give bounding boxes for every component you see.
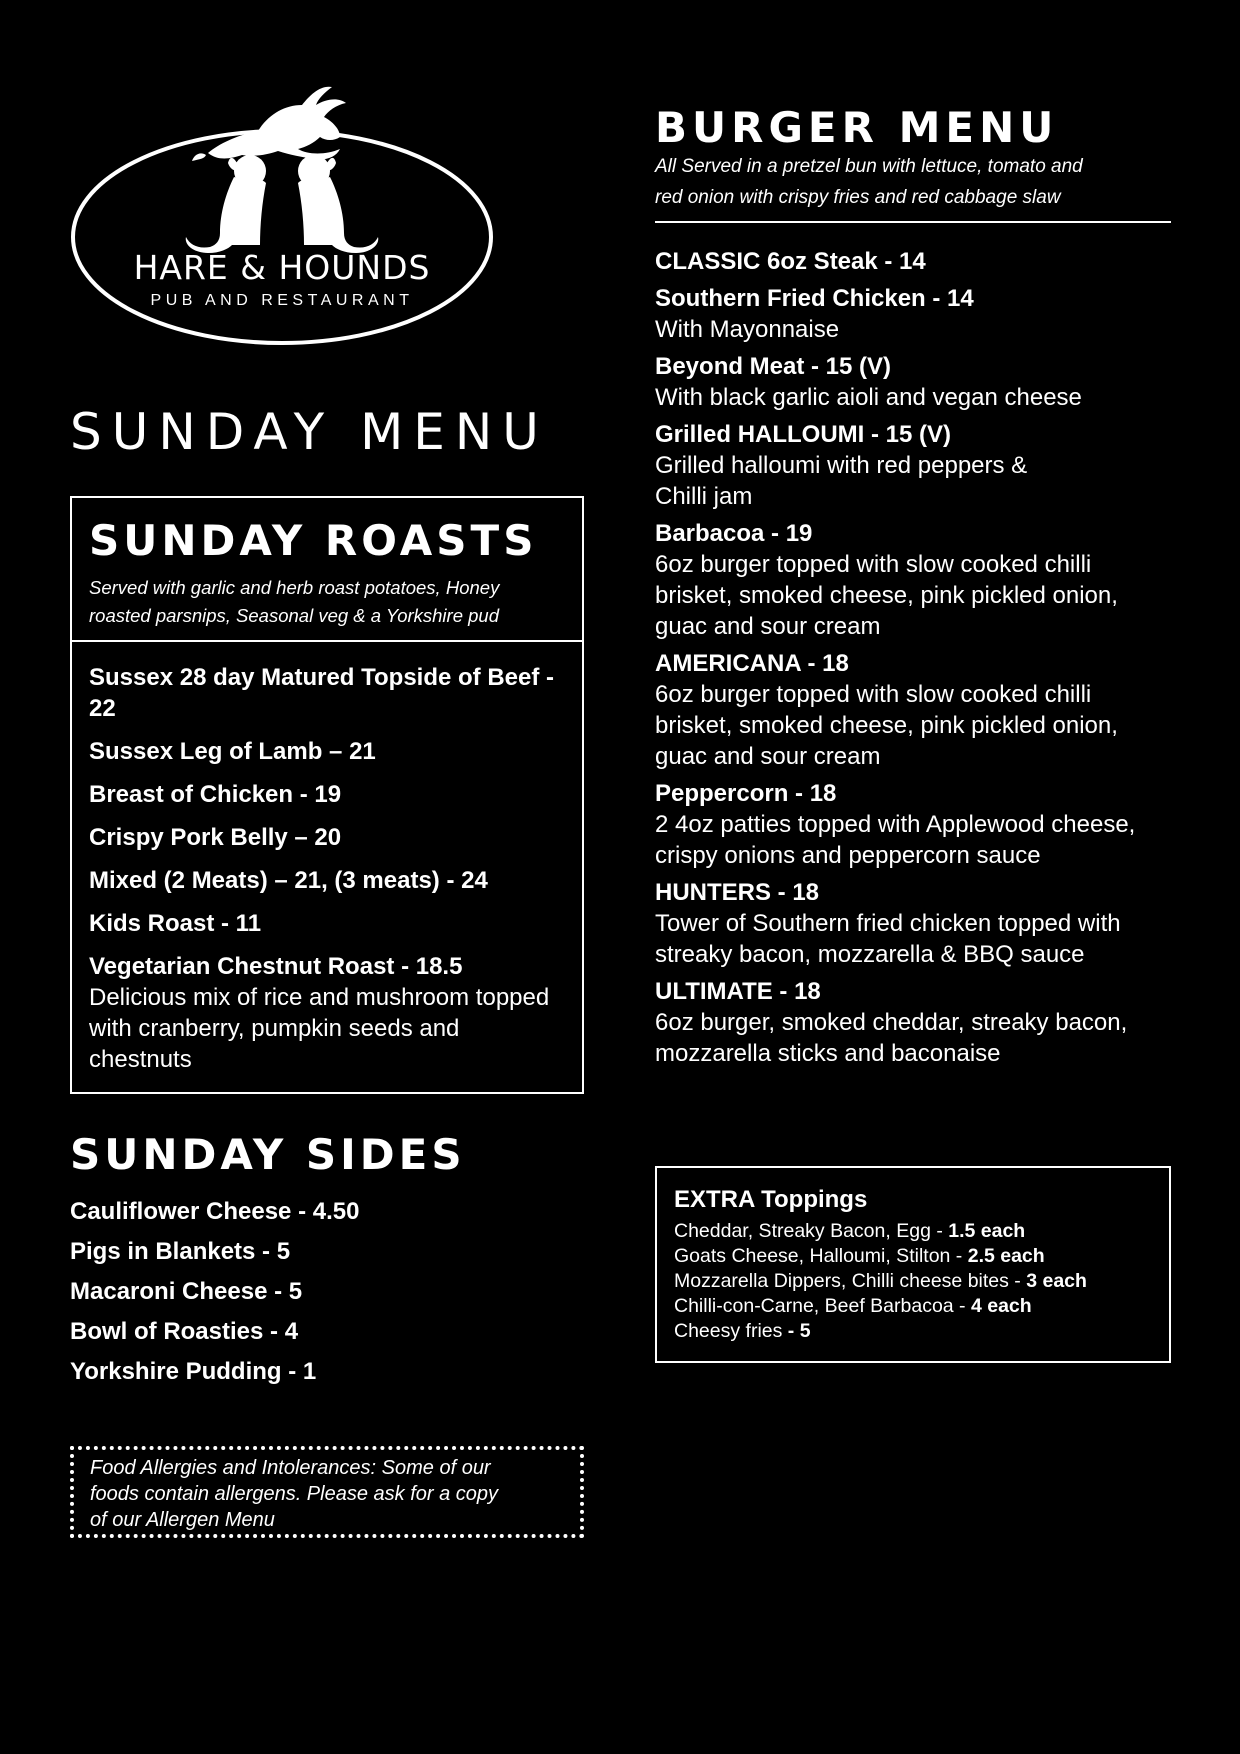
extra-topping-text: Mozzarella Dippers, Chilli cheese bites - <box>674 1270 1027 1292</box>
burger-item <box>655 351 1171 413</box>
logo <box>70 85 494 365</box>
burger-item <box>655 246 1171 277</box>
burger-list <box>655 246 1171 1075</box>
sunday-roasts-box <box>70 496 584 1094</box>
sunday-roasts-subtitle-line: roasted parsnips, Seasonal veg & a Yorkshire pud <box>89 605 499 626</box>
side-item: Pigs in Blankets - 5 <box>70 1238 291 1265</box>
extra-toppings-box <box>655 1166 1171 1363</box>
burger-name: Beyond Meat - 15 (V) <box>655 353 892 380</box>
roast-item: Kids Roast - 11 <box>89 910 262 937</box>
sunday-sides-title: SUNDAY SIDES <box>70 1130 466 1179</box>
side-item: Yorkshire Pudding - 1 <box>70 1358 317 1385</box>
burger-description: 6oz burger, smoked cheddar, streaky bacon, mozzarella sticks and baconaise <box>655 1009 1128 1067</box>
burger-name: Southern Fried Chicken - 14 <box>655 285 974 312</box>
roast-item: Sussex Leg of Lamb – 21 <box>89 738 376 765</box>
hare-and-hounds-logo-icon <box>70 85 494 365</box>
page-title: SUNDAY MENU <box>70 403 549 461</box>
extra-topping-line <box>674 1219 1152 1244</box>
allergen-notice <box>70 1446 584 1538</box>
logo-subtitle: PUB AND RESTAURANT <box>150 292 414 309</box>
burger-name: Grilled HALLOUMI - 15 (V) <box>655 421 952 448</box>
sunday-roasts-header <box>72 498 582 642</box>
roast-item: Vegetarian Chestnut Roast - 18.5 <box>89 953 463 980</box>
burger-name: Peppercorn - 18 <box>655 780 837 807</box>
side-item: Macaroni Cheese - 5 <box>70 1278 303 1305</box>
extra-topping-text: Goats Cheese, Halloumi, Stilton - <box>674 1245 968 1267</box>
side-item: Cauliflower Cheese - 4.50 <box>70 1198 360 1225</box>
burger-description: With black garlic aioli and vegan cheese <box>655 384 1082 411</box>
roast-item: Breast of Chicken - 19 <box>89 781 342 808</box>
allergen-line: of our Allergen Menu <box>90 1509 275 1531</box>
extra-topping-price: 3 each <box>1026 1270 1087 1292</box>
burger-menu-subtitle <box>655 151 1171 213</box>
roast-item-description: Delicious mix of rice and mushroom topped with cranberry, pumpkin seeds and chestnuts <box>89 984 550 1073</box>
roast-item: Crispy Pork Belly – 20 <box>89 824 342 851</box>
extra-topping-price: 2.5 each <box>967 1245 1045 1267</box>
extra-topping-text: Cheesy fries <box>674 1320 788 1342</box>
sunday-roasts-title: SUNDAY ROASTS <box>89 516 538 565</box>
burger-name: CLASSIC 6oz Steak - 14 <box>655 248 926 275</box>
sunday-roasts-list <box>72 642 582 1075</box>
extra-topping-price: 1.5 each <box>948 1220 1026 1242</box>
sunday-roasts-subtitle-line: Served with garlic and herb roast potatoes, Honey <box>89 577 500 598</box>
extra-topping-price: 4 each <box>970 1295 1032 1317</box>
burger-description: 2 4oz patties topped with Applewood cheese, crispy onions and peppercorn sauce <box>655 811 1136 869</box>
burger-description: Tower of Southern fried chicken topped with streaky bacon, mozzarella & BBQ sauce <box>655 910 1121 968</box>
burger-menu-title: BURGER MENU <box>655 103 1059 152</box>
extra-topping-text: Cheddar, Streaky Bacon, Egg - <box>674 1220 949 1242</box>
sunday-roasts-subtitle <box>89 574 565 630</box>
burger-item <box>655 283 1171 345</box>
burger-name: AMERICANA - 18 <box>655 650 849 677</box>
divider <box>655 221 1171 223</box>
burger-item <box>655 976 1171 1069</box>
burger-subtitle-line: All Served in a pretzel bun with lettuce, tomato and <box>655 156 1083 177</box>
burger-name: HUNTERS - 18 <box>655 879 820 906</box>
side-item: Bowl of Roasties - 4 <box>70 1318 299 1345</box>
extra-topping-line <box>674 1269 1152 1294</box>
logo-name: HARE & HOUNDS <box>133 248 431 287</box>
extra-topping-text: Chilli-con-Carne, Beef Barbacoa - <box>674 1295 971 1317</box>
extra-topping-line <box>674 1319 1152 1344</box>
extra-toppings-title: EXTRA Toppings <box>674 1186 868 1213</box>
burger-name: Barbacoa - 19 <box>655 520 813 547</box>
burger-item <box>655 518 1171 642</box>
burger-item <box>655 648 1171 772</box>
roast-item: Mixed (2 Meats) – 21, (3 meats) - 24 <box>89 867 488 894</box>
extra-topping-line <box>674 1244 1152 1269</box>
allergen-line: foods contain allergens. Please ask for a copy <box>90 1483 499 1505</box>
sunday-sides <box>70 1130 586 1397</box>
burger-item <box>655 778 1171 871</box>
roast-item: Sussex 28 day Matured Topside of Beef - 22 <box>89 664 555 722</box>
burger-item <box>655 419 1171 512</box>
burger-description: 6oz burger topped with slow cooked chilli brisket, smoked cheese, pink pickled onion, guac and sour cream <box>655 551 1118 640</box>
burger-subtitle-line: red onion with crispy fries and red cabbage slaw <box>655 187 1061 208</box>
extra-topping-line <box>674 1294 1152 1319</box>
extra-topping-price: - 5 <box>787 1320 811 1342</box>
burger-name: ULTIMATE - 18 <box>655 978 821 1005</box>
allergen-line: Food Allergies and Intolerances: Some of our <box>90 1457 491 1479</box>
burger-description: With Mayonnaise <box>655 316 840 343</box>
burger-description: 6oz burger topped with slow cooked chilli brisket, smoked cheese, pink pickled onion, guac and sour cream <box>655 681 1118 770</box>
burger-description: Grilled halloumi with red peppers & Chilli jam <box>655 452 1028 510</box>
burger-item <box>655 877 1171 970</box>
